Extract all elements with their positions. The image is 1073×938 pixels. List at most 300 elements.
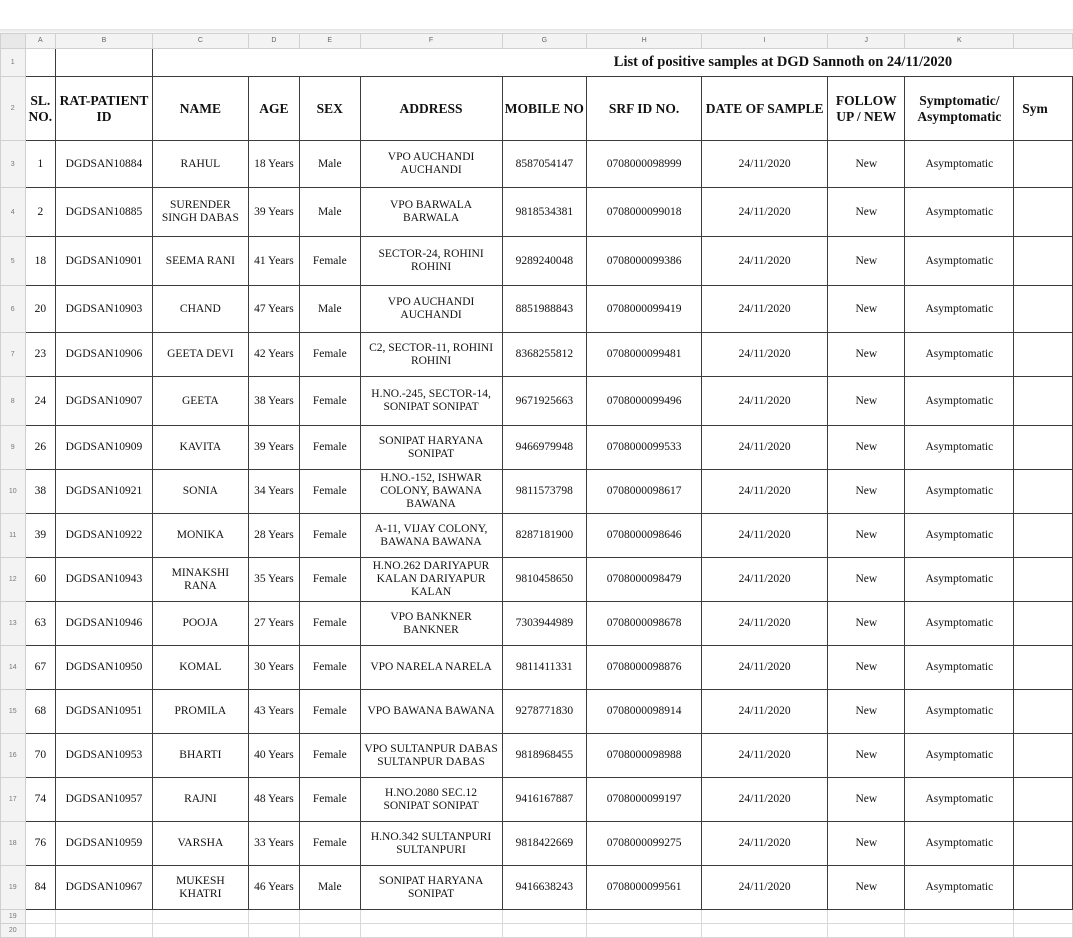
cell-address[interactable]: SONIPAT HARYANA SONIPAT — [360, 426, 502, 470]
cell-age[interactable]: 41 Years — [248, 237, 299, 286]
cell-follow-up[interactable]: New — [828, 286, 905, 333]
cell-age[interactable]: 28 Years — [248, 514, 299, 558]
cell-date[interactable]: 24/11/2020 — [702, 514, 828, 558]
cell-age[interactable]: 43 Years — [248, 690, 299, 734]
cell-address[interactable]: VPO BANKNER BANKNER — [360, 602, 502, 646]
cell-symptomatic[interactable]: Asymptomatic — [905, 646, 1014, 690]
row-number[interactable]: 20 — [1, 924, 26, 938]
cell-follow-up[interactable]: New — [828, 866, 905, 910]
cell-sl-no[interactable]: 63 — [25, 602, 56, 646]
cell[interactable] — [152, 924, 248, 938]
row-number[interactable]: 2 — [1, 77, 26, 141]
cell-sl-no[interactable]: 84 — [25, 866, 56, 910]
cell-symptomatic[interactable]: Asymptomatic — [905, 734, 1014, 778]
cell[interactable] — [1014, 910, 1073, 924]
select-all-corner[interactable] — [1, 34, 26, 49]
column-header-g[interactable]: G — [502, 34, 587, 49]
cell-patient-id[interactable]: DGDSAN10951 — [56, 690, 153, 734]
cell-sl-no[interactable]: 18 — [25, 237, 56, 286]
cell[interactable] — [502, 924, 587, 938]
cell-srf-id[interactable]: 0708000099419 — [587, 286, 702, 333]
cell[interactable] — [1014, 866, 1073, 910]
cell-date[interactable]: 24/11/2020 — [702, 470, 828, 514]
cell-symptomatic[interactable]: Asymptomatic — [905, 514, 1014, 558]
table-row — [1, 602, 1073, 646]
cell-srf-id[interactable]: 0708000098479 — [587, 558, 702, 602]
cell-name[interactable]: KOMAL — [152, 646, 248, 690]
cell-date[interactable]: 24/11/2020 — [702, 602, 828, 646]
cell[interactable] — [1014, 286, 1073, 333]
cell-follow-up[interactable]: New — [828, 734, 905, 778]
cell-age[interactable]: 27 Years — [248, 602, 299, 646]
cell[interactable] — [1014, 558, 1073, 602]
cell-patient-id[interactable]: DGDSAN10901 — [56, 237, 153, 286]
cell-name[interactable]: VARSHA — [152, 822, 248, 866]
cell-srf-id[interactable]: 0708000098617 — [587, 470, 702, 514]
cell-address[interactable]: A-11, VIJAY COLONY, BAWANA BAWANA — [360, 514, 502, 558]
cell-address[interactable]: VPO BAWANA BAWANA — [360, 690, 502, 734]
cell-symptomatic[interactable]: Asymptomatic — [905, 286, 1014, 333]
cell-mobile[interactable]: 9811411331 — [502, 646, 587, 690]
cell-srf-id[interactable]: 0708000099197 — [587, 778, 702, 822]
cell[interactable] — [56, 910, 153, 924]
row-number[interactable]: 14 — [1, 646, 26, 690]
cell[interactable] — [25, 49, 56, 77]
cell-symptomatic[interactable]: Asymptomatic — [905, 822, 1014, 866]
table-row — [1, 514, 1073, 558]
row-number[interactable]: 10 — [1, 470, 26, 514]
cell-name[interactable]: SONIA — [152, 470, 248, 514]
cell-mobile[interactable]: 9818534381 — [502, 188, 587, 237]
cell[interactable] — [1014, 924, 1073, 938]
cell-address[interactable]: H.NO.262 DARIYAPUR KALAN DARIYAPUR KALAN — [360, 558, 502, 602]
cell-date[interactable]: 24/11/2020 — [702, 778, 828, 822]
row-number[interactable]: 16 — [1, 734, 26, 778]
cell-name[interactable]: MINAKSHI RANA — [152, 558, 248, 602]
table-row — [1, 778, 1073, 822]
table-row — [1, 141, 1073, 188]
cell-srf-id[interactable]: 0708000098678 — [587, 602, 702, 646]
cell-mobile[interactable]: 9416167887 — [502, 778, 587, 822]
cell[interactable] — [1014, 778, 1073, 822]
cell-name[interactable]: CHAND — [152, 286, 248, 333]
spreadsheet-grid — [0, 33, 1073, 938]
cell-symptomatic[interactable]: Asymptomatic — [905, 602, 1014, 646]
cell-sl-no[interactable]: 76 — [25, 822, 56, 866]
header-date[interactable]: DATE OF SAMPLE — [702, 77, 828, 141]
header-name[interactable]: NAME — [152, 77, 248, 141]
cell-follow-up[interactable]: New — [828, 237, 905, 286]
cell-name[interactable]: KAVITA — [152, 426, 248, 470]
cell[interactable] — [1014, 646, 1073, 690]
row-number[interactable]: 19 — [1, 866, 26, 910]
cell[interactable] — [1014, 470, 1073, 514]
cell-patient-id[interactable]: DGDSAN10957 — [56, 778, 153, 822]
row-number[interactable]: 8 — [1, 377, 26, 426]
column-header-f[interactable]: F — [360, 34, 502, 49]
cell-date[interactable]: 24/11/2020 — [702, 377, 828, 426]
cell-symptomatic[interactable]: Asymptomatic — [905, 866, 1014, 910]
cell-mobile[interactable]: 9671925663 — [502, 377, 587, 426]
cell[interactable] — [25, 910, 56, 924]
cell-srf-id[interactable]: 0708000098999 — [587, 141, 702, 188]
cell-age[interactable]: 33 Years — [248, 822, 299, 866]
row-number[interactable]: 1 — [1, 49, 26, 77]
table-row — [1, 924, 1073, 938]
cell-symptomatic[interactable]: Asymptomatic — [905, 377, 1014, 426]
cell-date[interactable]: 24/11/2020 — [702, 237, 828, 286]
cell-name[interactable]: RAHUL — [152, 141, 248, 188]
cell-sl-no[interactable]: 70 — [25, 734, 56, 778]
cell[interactable] — [1014, 426, 1073, 470]
header-sl-no[interactable]: SL. NO. — [25, 77, 56, 141]
row-number[interactable]: 5 — [1, 237, 26, 286]
cell-date[interactable]: 24/11/2020 — [702, 822, 828, 866]
row-number[interactable]: 9 — [1, 426, 26, 470]
cell-follow-up[interactable]: New — [828, 426, 905, 470]
cell-patient-id[interactable]: DGDSAN10885 — [56, 188, 153, 237]
cell-follow-up[interactable]: New — [828, 333, 905, 377]
cell-follow-up[interactable]: New — [828, 514, 905, 558]
cell[interactable] — [248, 924, 299, 938]
cell-sl-no[interactable]: 23 — [25, 333, 56, 377]
cell[interactable] — [702, 924, 828, 938]
table-row — [1, 910, 1073, 924]
cell[interactable] — [1014, 237, 1073, 286]
cell-symptomatic[interactable]: Asymptomatic — [905, 237, 1014, 286]
cell-date[interactable]: 24/11/2020 — [702, 866, 828, 910]
cell-symptomatic[interactable]: Asymptomatic — [905, 690, 1014, 734]
cell-follow-up[interactable]: New — [828, 141, 905, 188]
column-header-h[interactable]: H — [587, 34, 702, 49]
cell-address[interactable]: VPO BARWALA BARWALA — [360, 188, 502, 237]
cell-sl-no[interactable]: 26 — [25, 426, 56, 470]
cell-sex[interactable]: Female — [299, 602, 360, 646]
cell-sl-no[interactable]: 24 — [25, 377, 56, 426]
cell-patient-id[interactable]: DGDSAN10907 — [56, 377, 153, 426]
table-row — [1, 237, 1073, 286]
cell-sl-no[interactable]: 60 — [25, 558, 56, 602]
row-number[interactable]: 12 — [1, 558, 26, 602]
column-header-b[interactable]: B — [56, 34, 153, 49]
cell-mobile[interactable]: 9811573798 — [502, 470, 587, 514]
cell-age[interactable]: 34 Years — [248, 470, 299, 514]
cell-srf-id[interactable]: 0708000099481 — [587, 333, 702, 377]
cell[interactable] — [502, 910, 587, 924]
cell[interactable] — [1014, 602, 1073, 646]
cell-sex[interactable]: Female — [299, 646, 360, 690]
cell-age[interactable]: 30 Years — [248, 646, 299, 690]
header-sex[interactable]: SEX — [299, 77, 360, 141]
cell[interactable] — [360, 910, 502, 924]
cell-sl-no[interactable]: 2 — [25, 188, 56, 237]
title-row — [1, 49, 1073, 77]
cell-srf-id[interactable]: 0708000099386 — [587, 237, 702, 286]
cell-address[interactable]: SECTOR-24, ROHINI ROHINI — [360, 237, 502, 286]
cell-name[interactable]: PROMILA — [152, 690, 248, 734]
cell-address[interactable]: VPO NARELA NARELA — [360, 646, 502, 690]
cell[interactable] — [248, 910, 299, 924]
cell-follow-up[interactable]: New — [828, 377, 905, 426]
cell-sl-no[interactable]: 1 — [25, 141, 56, 188]
cell-srf-id[interactable]: 0708000099275 — [587, 822, 702, 866]
cell-name[interactable]: MUKESH KHATRI — [152, 866, 248, 910]
row-number[interactable]: 19 — [1, 910, 26, 924]
row-number[interactable]: 17 — [1, 778, 26, 822]
cell-sex[interactable]: Female — [299, 690, 360, 734]
header-srf-id[interactable]: SRF ID NO. — [587, 77, 702, 141]
header-age[interactable]: AGE — [248, 77, 299, 141]
cell-sl-no[interactable]: 68 — [25, 690, 56, 734]
column-header-a[interactable]: A — [25, 34, 56, 49]
column-header-d[interactable]: D — [248, 34, 299, 49]
row-number[interactable]: 11 — [1, 514, 26, 558]
cell-symptomatic[interactable]: Asymptomatic — [905, 778, 1014, 822]
column-header-e[interactable]: E — [299, 34, 360, 49]
cell-sex[interactable]: Female — [299, 778, 360, 822]
cell-patient-id[interactable]: DGDSAN10906 — [56, 333, 153, 377]
cell-address[interactable]: H.NO.-245, SECTOR-14, SONIPAT SONIPAT — [360, 377, 502, 426]
cell-sex[interactable]: Male — [299, 866, 360, 910]
cell-date[interactable]: 24/11/2020 — [702, 646, 828, 690]
cell-sex[interactable]: Male — [299, 286, 360, 333]
cell-mobile[interactable]: 9466979948 — [502, 426, 587, 470]
cell[interactable] — [828, 924, 905, 938]
cell[interactable] — [905, 910, 1014, 924]
cell[interactable] — [587, 910, 702, 924]
cell-follow-up[interactable]: New — [828, 558, 905, 602]
cell-address[interactable]: H.NO.2080 SEC.12 SONIPAT SONIPAT — [360, 778, 502, 822]
cell-mobile[interactable]: 9416638243 — [502, 866, 587, 910]
cell-patient-id[interactable]: DGDSAN10946 — [56, 602, 153, 646]
header-patient-id[interactable]: RAT-PATIENT ID — [56, 77, 153, 141]
table-row — [1, 690, 1073, 734]
cell[interactable] — [1014, 734, 1073, 778]
table-row — [1, 646, 1073, 690]
cell-symptomatic[interactable]: Asymptomatic — [905, 558, 1014, 602]
cell-address[interactable]: C2, SECTOR-11, ROHINI ROHINI — [360, 333, 502, 377]
table-row — [1, 822, 1073, 866]
cell-symptomatic[interactable]: Asymptomatic — [905, 333, 1014, 377]
cell[interactable] — [1014, 822, 1073, 866]
table-row — [1, 377, 1073, 426]
header-mobile[interactable]: MOBILE NO — [502, 77, 587, 141]
cell-age[interactable]: 39 Years — [248, 188, 299, 237]
cell-mobile[interactable]: 9810458650 — [502, 558, 587, 602]
cell-age[interactable]: 40 Years — [248, 734, 299, 778]
column-header-j[interactable]: J — [828, 34, 905, 49]
cell-name[interactable]: MONIKA — [152, 514, 248, 558]
cell[interactable] — [299, 924, 360, 938]
cell-date[interactable]: 24/11/2020 — [702, 734, 828, 778]
cell-srf-id[interactable]: 0708000098914 — [587, 690, 702, 734]
table-row — [1, 426, 1073, 470]
cell-age[interactable]: 46 Years — [248, 866, 299, 910]
cell-date[interactable]: 24/11/2020 — [702, 558, 828, 602]
cell-follow-up[interactable]: New — [828, 822, 905, 866]
cell-patient-id[interactable]: DGDSAN10922 — [56, 514, 153, 558]
cell-sex[interactable]: Female — [299, 377, 360, 426]
cell-date[interactable]: 24/11/2020 — [702, 141, 828, 188]
cell-srf-id[interactable]: 0708000099496 — [587, 377, 702, 426]
row-number[interactable]: 18 — [1, 822, 26, 866]
row-number[interactable]: 3 — [1, 141, 26, 188]
cell-date[interactable]: 24/11/2020 — [702, 188, 828, 237]
row-number[interactable]: 6 — [1, 286, 26, 333]
cell-sex[interactable]: Female — [299, 514, 360, 558]
column-header-l[interactable] — [1014, 34, 1073, 49]
cell-name[interactable]: GEETA — [152, 377, 248, 426]
cell-sl-no[interactable]: 74 — [25, 778, 56, 822]
toolbar-area — [0, 0, 1073, 33]
cell-age[interactable]: 48 Years — [248, 778, 299, 822]
row-number[interactable]: 13 — [1, 602, 26, 646]
column-header-row — [1, 34, 1073, 49]
table-row — [1, 558, 1073, 602]
cell-patient-id[interactable]: DGDSAN10967 — [56, 866, 153, 910]
cell-srf-id[interactable]: 0708000099533 — [587, 426, 702, 470]
cell-sex[interactable]: Female — [299, 558, 360, 602]
cell-sex[interactable]: Male — [299, 141, 360, 188]
cell-srf-id[interactable]: 0708000099561 — [587, 866, 702, 910]
cell[interactable] — [360, 924, 502, 938]
cell-mobile[interactable]: 9818968455 — [502, 734, 587, 778]
sheet-title[interactable]: List of positive samples at DGD Sannoth on 24/11/2020 — [152, 49, 1072, 77]
cell[interactable] — [1014, 188, 1073, 237]
row-number[interactable]: 7 — [1, 333, 26, 377]
cell[interactable] — [152, 910, 248, 924]
cell-name[interactable]: POOJA — [152, 602, 248, 646]
cell[interactable] — [587, 924, 702, 938]
cell-srf-id[interactable]: 0708000098876 — [587, 646, 702, 690]
cell-age[interactable]: 35 Years — [248, 558, 299, 602]
cell-sex[interactable]: Male — [299, 188, 360, 237]
cell-address[interactable]: H.NO.-152, ISHWAR COLONY, BAWANA BAWANA — [360, 470, 502, 514]
cell-sl-no[interactable]: 67 — [25, 646, 56, 690]
cell-address[interactable]: VPO AUCHANDI AUCHANDI — [360, 141, 502, 188]
cell-srf-id[interactable]: 0708000099018 — [587, 188, 702, 237]
cell-mobile[interactable]: 8851988843 — [502, 286, 587, 333]
table-row — [1, 470, 1073, 514]
cell-patient-id[interactable]: DGDSAN10959 — [56, 822, 153, 866]
cell[interactable] — [702, 910, 828, 924]
cell-mobile[interactable]: 9818422669 — [502, 822, 587, 866]
cell-symptomatic[interactable]: Asymptomatic — [905, 470, 1014, 514]
cell[interactable] — [1014, 514, 1073, 558]
header-next-partial[interactable]: Sym — [1014, 77, 1073, 141]
cell-patient-id[interactable]: DGDSAN10903 — [56, 286, 153, 333]
cell[interactable] — [299, 910, 360, 924]
cell[interactable] — [828, 910, 905, 924]
column-header-k[interactable]: K — [905, 34, 1014, 49]
cell-sex[interactable]: Female — [299, 822, 360, 866]
cell-sex[interactable]: Female — [299, 333, 360, 377]
cell-name[interactable]: RAJNI — [152, 778, 248, 822]
cell-sex[interactable]: Female — [299, 470, 360, 514]
cell-date[interactable]: 24/11/2020 — [702, 333, 828, 377]
cell[interactable] — [1014, 377, 1073, 426]
cell-srf-id[interactable]: 0708000098646 — [587, 514, 702, 558]
cell[interactable] — [56, 49, 153, 77]
cell-age[interactable]: 18 Years — [248, 141, 299, 188]
table-row — [1, 333, 1073, 377]
cell-address[interactable]: VPO AUCHANDI AUCHANDI — [360, 286, 502, 333]
cell[interactable] — [1014, 141, 1073, 188]
cell-sex[interactable]: Female — [299, 237, 360, 286]
cell-sex[interactable]: Female — [299, 734, 360, 778]
header-symptomatic[interactable]: Symptomatic/ Asymptomatic — [905, 77, 1014, 141]
cell-address[interactable]: H.NO.342 SULTANPURI SULTANPURI — [360, 822, 502, 866]
cell-patient-id[interactable]: DGDSAN10921 — [56, 470, 153, 514]
cell[interactable] — [56, 924, 153, 938]
cell-age[interactable]: 47 Years — [248, 286, 299, 333]
cell-follow-up[interactable]: New — [828, 602, 905, 646]
cell-name[interactable]: SURENDER SINGH DABAS — [152, 188, 248, 237]
cell-follow-up[interactable]: New — [828, 690, 905, 734]
cell-patient-id[interactable]: DGDSAN10884 — [56, 141, 153, 188]
cell-address[interactable]: SONIPAT HARYANA SONIPAT — [360, 866, 502, 910]
cell[interactable] — [905, 924, 1014, 938]
cell[interactable] — [1014, 690, 1073, 734]
cell-srf-id[interactable]: 0708000098988 — [587, 734, 702, 778]
cell-address[interactable]: VPO SULTANPUR DABAS SULTANPUR DABAS — [360, 734, 502, 778]
header-row — [1, 77, 1073, 141]
cell-sl-no[interactable]: 38 — [25, 470, 56, 514]
cell-mobile[interactable]: 8287181900 — [502, 514, 587, 558]
cell-patient-id[interactable]: DGDSAN10950 — [56, 646, 153, 690]
cell-age[interactable]: 38 Years — [248, 377, 299, 426]
cell-mobile[interactable]: 8587054147 — [502, 141, 587, 188]
cell-mobile[interactable]: 8368255812 — [502, 333, 587, 377]
cell-name[interactable]: BHARTI — [152, 734, 248, 778]
cell-follow-up[interactable]: New — [828, 778, 905, 822]
cell-symptomatic[interactable]: Asymptomatic — [905, 141, 1014, 188]
cell-patient-id[interactable]: DGDSAN10953 — [56, 734, 153, 778]
cell-name[interactable]: SEEMA RANI — [152, 237, 248, 286]
cell-sl-no[interactable]: 39 — [25, 514, 56, 558]
row-number[interactable]: 4 — [1, 188, 26, 237]
cell-date[interactable]: 24/11/2020 — [702, 286, 828, 333]
cell-follow-up[interactable]: New — [828, 646, 905, 690]
cell-follow-up[interactable]: New — [828, 188, 905, 237]
cell-symptomatic[interactable]: Asymptomatic — [905, 426, 1014, 470]
column-header-i[interactable]: I — [702, 34, 828, 49]
cell-follow-up[interactable]: New — [828, 470, 905, 514]
cell-patient-id[interactable]: DGDSAN10909 — [56, 426, 153, 470]
cell-mobile[interactable]: 9278771830 — [502, 690, 587, 734]
cell-name[interactable]: GEETA DEVI — [152, 333, 248, 377]
cell-date[interactable]: 24/11/2020 — [702, 426, 828, 470]
cell-age[interactable]: 42 Years — [248, 333, 299, 377]
cell[interactable] — [25, 924, 56, 938]
row-number[interactable]: 15 — [1, 690, 26, 734]
table-row — [1, 286, 1073, 333]
cell-sl-no[interactable]: 20 — [25, 286, 56, 333]
cell-date[interactable]: 24/11/2020 — [702, 690, 828, 734]
table-row — [1, 188, 1073, 237]
cell[interactable] — [1014, 333, 1073, 377]
cell-age[interactable]: 39 Years — [248, 426, 299, 470]
cell-symptomatic[interactable]: Asymptomatic — [905, 188, 1014, 237]
cell-mobile[interactable]: 9289240048 — [502, 237, 587, 286]
column-header-c[interactable]: C — [152, 34, 248, 49]
table-row — [1, 734, 1073, 778]
cell-patient-id[interactable]: DGDSAN10943 — [56, 558, 153, 602]
header-follow-up[interactable]: FOLLOW UP / NEW — [828, 77, 905, 141]
cell-sex[interactable]: Female — [299, 426, 360, 470]
cell-mobile[interactable]: 7303944989 — [502, 602, 587, 646]
header-address[interactable]: ADDRESS — [360, 77, 502, 141]
